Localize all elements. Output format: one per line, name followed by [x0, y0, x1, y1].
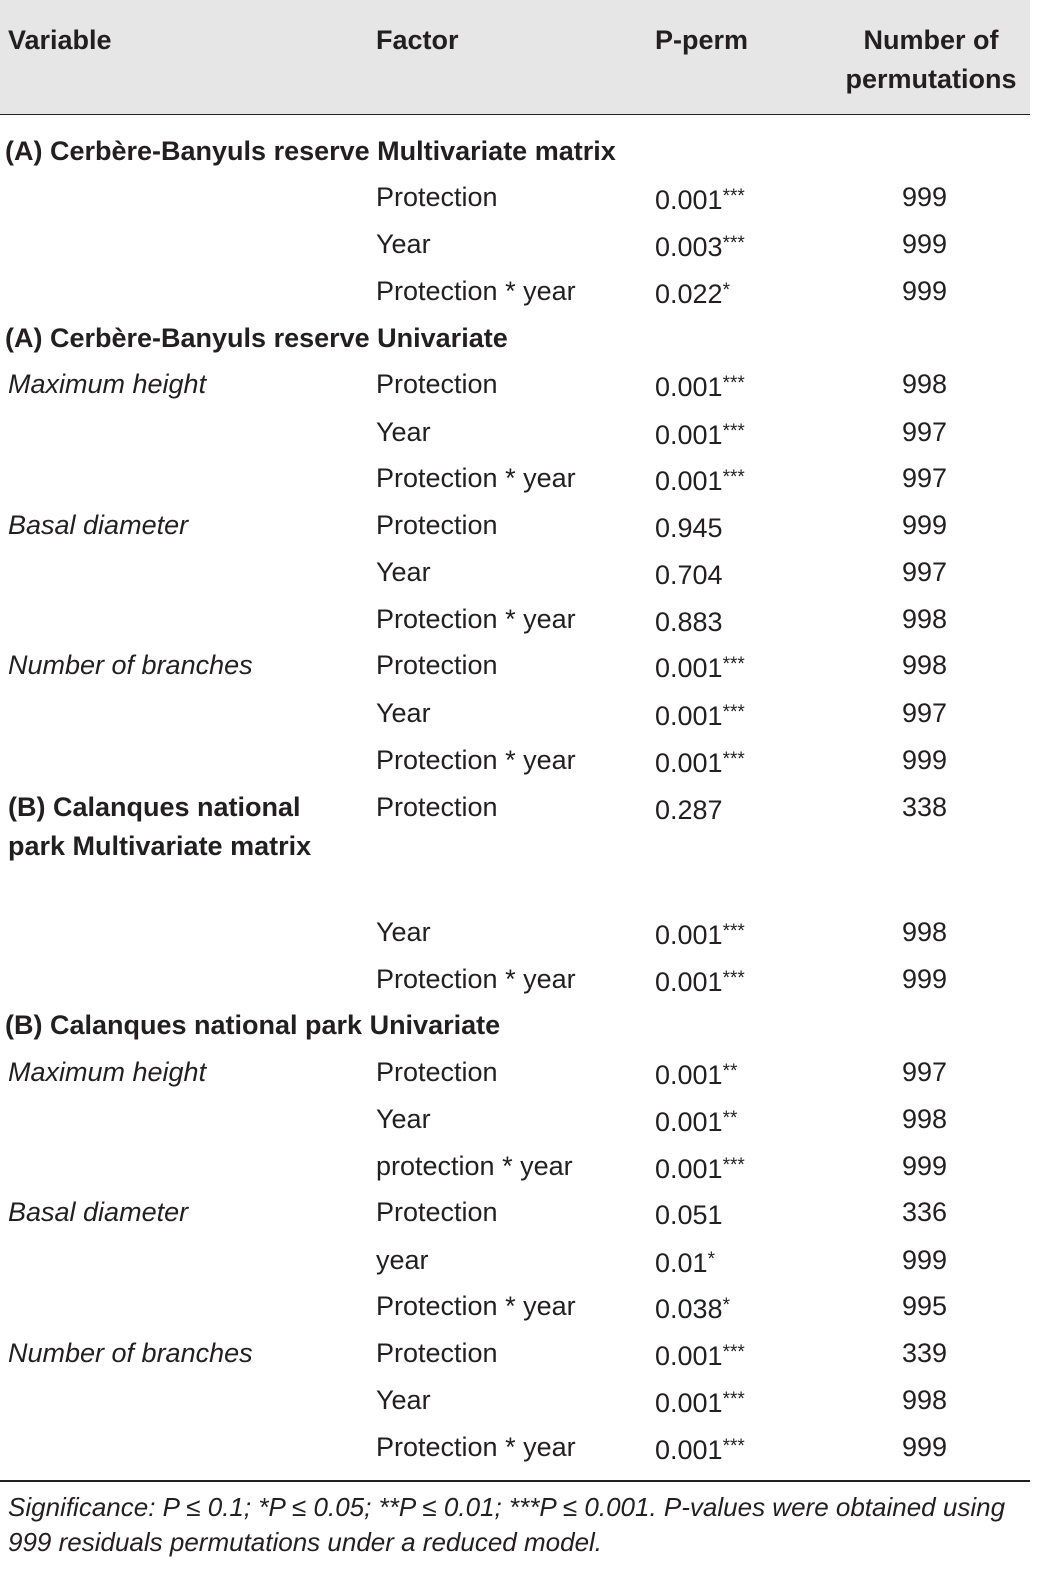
significance-stars: ***: [722, 921, 745, 942]
cell-permutations: 999: [902, 229, 948, 259]
cell-p-perm: [655, 409, 745, 458]
significance-stars: ***: [722, 467, 745, 488]
cell-p-perm: [655, 502, 723, 551]
table-row: [0, 455, 1030, 501]
cell-factor: Year: [376, 229, 431, 259]
table-row: [0, 1424, 1030, 1470]
table-row: [0, 909, 1030, 955]
cell-p-perm: [655, 642, 745, 691]
significance-stars: ***: [722, 1436, 745, 1457]
cell-permutations: 998: [902, 1385, 948, 1415]
header-factor: Factor: [376, 25, 459, 55]
significance-stars: ***: [722, 233, 745, 254]
cell-permutations: 999: [902, 964, 948, 994]
cell-permutations: 999: [902, 510, 948, 540]
table-row: [0, 174, 1030, 220]
p-value: 0.001: [655, 1341, 723, 1371]
cell-factor: Year: [376, 417, 431, 447]
cell-p-perm: [655, 1143, 745, 1192]
significance-stars: *: [722, 1295, 730, 1316]
cell-p-perm: [655, 1424, 745, 1473]
cell-factor: Protection: [376, 182, 498, 212]
cell-p-perm: [655, 784, 723, 833]
table-row: [0, 268, 1030, 314]
cell-permutations: 336: [902, 1197, 948, 1227]
cell-permutations: 998: [902, 917, 948, 947]
cell-permutations: 997: [902, 463, 948, 493]
cell-permutations: 995: [902, 1291, 948, 1321]
cell-factor: Protection: [376, 1197, 498, 1227]
p-value: 0.003: [655, 232, 723, 262]
cell-factor: year: [376, 1245, 429, 1275]
cell-p-perm: [655, 361, 745, 410]
cell-p-perm: [655, 1237, 715, 1286]
cell-variable: Basal diameter: [8, 510, 189, 540]
table-row: [0, 409, 1030, 455]
section-b-univariate: (B) Calanques national park Univariate: [5, 1010, 501, 1040]
table-row: [0, 361, 1030, 407]
cell-permutations: 999: [902, 276, 948, 306]
table-footnote: Significance: P ≤ 0.1; *P ≤ 0.05; **P ≤ 0.01; ***P ≤ 0.001. P-values were obtained using 999 residuals permutations under a reduced model.: [8, 1492, 1006, 1557]
cell-factor: Protection * year: [376, 604, 576, 634]
cell-p-perm: [655, 1049, 737, 1098]
p-value: 0.287: [655, 795, 723, 825]
p-value: 0.001: [655, 653, 723, 683]
cell-factor: Protection: [376, 1057, 498, 1087]
significance-stars: ***: [722, 421, 745, 442]
cell-permutations: 998: [902, 650, 948, 680]
header-p-perm: P-perm: [655, 25, 749, 55]
significance-stars: *: [707, 1249, 715, 1270]
cell-factor: Protection * year: [376, 1432, 576, 1462]
cell-variable: Maximum height: [8, 369, 207, 399]
cell-permutations: 998: [902, 604, 948, 634]
cell-factor: Protection: [376, 792, 498, 822]
cell-p-perm: [655, 596, 723, 645]
significance-stars: ***: [722, 1389, 745, 1410]
cell-p-perm: [655, 1189, 723, 1238]
cell-variable: Maximum height: [8, 1057, 207, 1087]
cell-variable: Basal diameter: [8, 1197, 189, 1227]
cell-factor: Protection * year: [376, 276, 576, 306]
significance-stars: **: [722, 1108, 738, 1129]
cell-permutations: 998: [902, 1104, 948, 1134]
table-row: [0, 956, 1030, 1002]
header-variable: Variable: [8, 25, 112, 55]
cell-p-perm: [655, 549, 723, 598]
cell-variable: Number of branches: [8, 650, 253, 680]
table-row: [0, 1330, 1030, 1376]
p-value: 0.051: [655, 1200, 723, 1230]
table-row: [0, 596, 1030, 642]
table-row: [0, 1189, 1030, 1235]
p-value: 0.001: [655, 1435, 723, 1465]
cell-permutations: 997: [902, 557, 948, 587]
cell-p-perm: [655, 1377, 745, 1426]
p-value: 0.001: [655, 701, 723, 731]
cell-factor: Year: [376, 698, 431, 728]
significance-stars: ***: [722, 654, 745, 675]
cell-factor: Year: [376, 557, 431, 587]
cell-variable: Number of branches: [8, 1338, 253, 1368]
p-value: 0.883: [655, 607, 723, 637]
cell-permutations: 997: [902, 417, 948, 447]
significance-stars: ***: [722, 186, 745, 207]
cell-permutations: 999: [902, 182, 948, 212]
p-value: 0.001: [655, 420, 723, 450]
cell-p-perm: [655, 1330, 745, 1379]
table-bottom-rule: [0, 1480, 1030, 1482]
cell-factor: Protection: [376, 1338, 498, 1368]
p-value: 0.001: [655, 1154, 723, 1184]
cell-p-perm: [655, 909, 745, 958]
p-value: 0.001: [655, 920, 723, 950]
cell-factor: Protection: [376, 510, 498, 540]
p-value: 0.001: [655, 185, 723, 215]
cell-p-perm: [655, 174, 745, 223]
p-value: 0.001: [655, 748, 723, 778]
table-row: [0, 642, 1030, 688]
cell-p-perm: [655, 737, 745, 786]
cell-p-perm: [655, 221, 745, 270]
header-rule: [0, 114, 1030, 115]
p-value: 0.945: [655, 513, 723, 543]
cell-permutations: 338: [902, 792, 948, 822]
significance-stars: **: [722, 1061, 738, 1082]
cell-factor: Protection: [376, 650, 498, 680]
cell-permutations: 998: [902, 369, 948, 399]
table-row: [0, 221, 1030, 267]
significance-stars: ***: [722, 1342, 745, 1363]
table-row: [0, 1377, 1030, 1423]
significance-stars: *: [722, 280, 730, 301]
cell-p-perm: [655, 690, 745, 739]
cell-factor: Year: [376, 917, 431, 947]
cell-factor: Year: [376, 1104, 431, 1134]
table-row: [0, 1283, 1030, 1329]
p-value: 0.704: [655, 560, 723, 590]
cell-factor: Protection * year: [376, 1291, 576, 1321]
cell-factor: Protection * year: [376, 745, 576, 775]
table-row: [0, 1237, 1030, 1283]
cell-factor: Protection * year: [376, 964, 576, 994]
cell-p-perm: [655, 1283, 730, 1332]
p-value: 0.022: [655, 279, 723, 309]
p-value: 0.001: [655, 967, 723, 997]
table-row: [0, 502, 1030, 548]
cell-permutations: 999: [902, 1245, 948, 1275]
p-value: 0.038: [655, 1294, 723, 1324]
table-row: [0, 784, 1030, 830]
cell-factor: protection * year: [376, 1151, 573, 1181]
cell-p-perm: [655, 455, 745, 504]
cell-factor: Year: [376, 1385, 431, 1415]
section-b-multivariate: (B) Calanques national park Multivariate matrix: [8, 792, 312, 861]
cell-factor: Protection * year: [376, 463, 576, 493]
section-a-multivariate: (A) Cerbère-Banyuls reserve Multivariate matrix: [5, 136, 616, 166]
cell-permutations: 999: [902, 1151, 948, 1181]
section-a-univariate: (A) Cerbère-Banyuls reserve Univariate: [5, 323, 508, 353]
cell-p-perm: [655, 268, 730, 317]
cell-p-perm: [655, 1096, 737, 1145]
p-value: 0.001: [655, 1107, 723, 1137]
significance-stars: ***: [722, 968, 745, 989]
table-row: [0, 1049, 1030, 1095]
p-value: 0.001: [655, 372, 723, 402]
significance-stars: ***: [722, 749, 745, 770]
cell-p-perm: [655, 956, 745, 1005]
p-value: 0.001: [655, 1388, 723, 1418]
p-value: 0.01: [655, 1248, 708, 1278]
cell-permutations: 999: [902, 745, 948, 775]
significance-stars: ***: [722, 702, 745, 723]
table-row: [0, 690, 1030, 736]
cell-permutations: 999: [902, 1432, 948, 1462]
cell-permutations: 339: [902, 1338, 948, 1368]
table-row: [0, 549, 1030, 595]
header-number-of-permutations: Number of permutations: [845, 25, 1017, 94]
significance-stars: ***: [722, 373, 745, 394]
significance-stars: ***: [722, 1155, 745, 1176]
table-row: [0, 737, 1030, 783]
p-value: 0.001: [655, 466, 723, 496]
table-row: [0, 1096, 1030, 1142]
cell-permutations: 997: [902, 698, 948, 728]
cell-factor: Protection: [376, 369, 498, 399]
p-value: 0.001: [655, 1060, 723, 1090]
cell-permutations: 997: [902, 1057, 948, 1087]
table-row: [0, 1143, 1030, 1189]
